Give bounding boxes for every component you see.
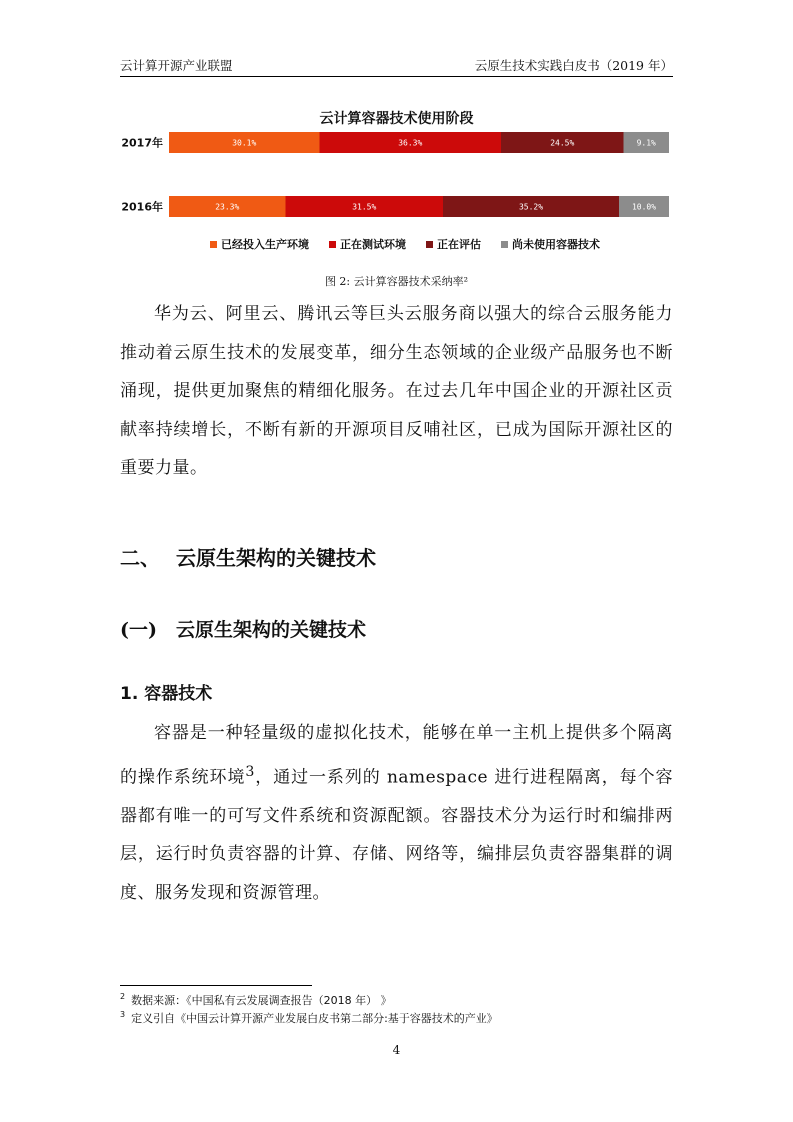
header-right: 云原生技术实践白皮书（2019 年） [474,58,673,73]
data-label: 30.1% [232,138,257,148]
subsection-number: (一) [120,619,157,641]
data-label: 36.3% [398,138,423,148]
footnote-ref[interactable]: 3 [245,763,255,780]
legend-label: 正在评估 [437,238,481,251]
footnote-number: 3 [120,1010,126,1020]
section-number: 二、 [120,546,160,570]
paragraph-text: 容器是一种轻量级的虚拟化技术，能够在单一主机上提供多个隔离的操作系统环境 [120,723,673,788]
legend-swatch [426,241,433,248]
section-heading [120,542,376,571]
paragraph-cloud-vendors: 华为云、阿里云、腾讯云等巨头云服务商以强大的综合云服务能力推动着云原生技术的发展变革，细分生态领域的企业级产品服务也不断涌现，提供更加聚焦的精细化服务。在过去几年中国企业的开源社区贡献率持续增长，不断有新的开源项目反哺社区，已成为国际开源社区的重要力量。 [120,304,673,478]
page-number: 4 [392,1043,401,1057]
paragraph-container-tech [120,714,673,912]
legend-item [426,236,481,252]
chart-legend [210,236,600,252]
data-label: 31.5% [352,202,377,212]
legend-item [329,236,406,252]
footnote [120,992,392,1008]
subsubsection-heading: 1. 容器技术 [120,684,213,704]
data-label: 10.0% [631,202,657,212]
chart-title: 云计算容器技术使用阶段 [319,111,474,127]
legend-swatch [501,241,508,248]
subsection-heading [120,615,366,642]
data-label: 9.1% [636,138,656,148]
legend-label: 正在测试环境 [340,238,406,251]
header-left: 云计算开源产业联盟 [120,58,233,73]
stacked-bar-chart [0,0,793,260]
category-label: 2017年 [121,136,163,150]
footnote-number: 2 [120,992,126,1002]
legend-swatch [210,241,217,248]
legend-swatch [329,241,336,248]
footnote-text: 数据来源：《中国私有云发展调查报告（2018 年） 》 [131,994,392,1007]
section-title: 云原生架构的关键技术 [176,546,376,570]
legend-item [501,236,600,252]
data-label: 24.5% [550,138,575,148]
legend-label: 已经投入生产环境 [221,238,309,251]
data-label: 35.2% [518,202,544,212]
footnote [120,1010,498,1026]
category-label: 2016年 [121,200,163,214]
paragraph-text: ，通过一系列的 namespace 进行进程隔离，每个容器都有唯一的可写文件系统和资源配额。容器技术分为运行时和编排两层，运行时负责容器的计算、存储、网络等，编排层负责容器集群的调度、服务发现和资源管理。 [120,767,673,903]
subsection-title: 云原生架构的关键技术 [176,619,367,641]
footnote-text: 定义引自《中国云计算开源产业发展白皮书第二部分:基于容器技术的产业》 [131,1012,498,1025]
footnote-divider [120,985,312,986]
data-label: 23.3% [215,202,240,212]
legend-item [210,236,309,252]
legend-label: 尚未使用容器技术 [512,238,600,251]
figure-caption: 图 2: 云计算容器技术采纳率² [324,275,469,288]
